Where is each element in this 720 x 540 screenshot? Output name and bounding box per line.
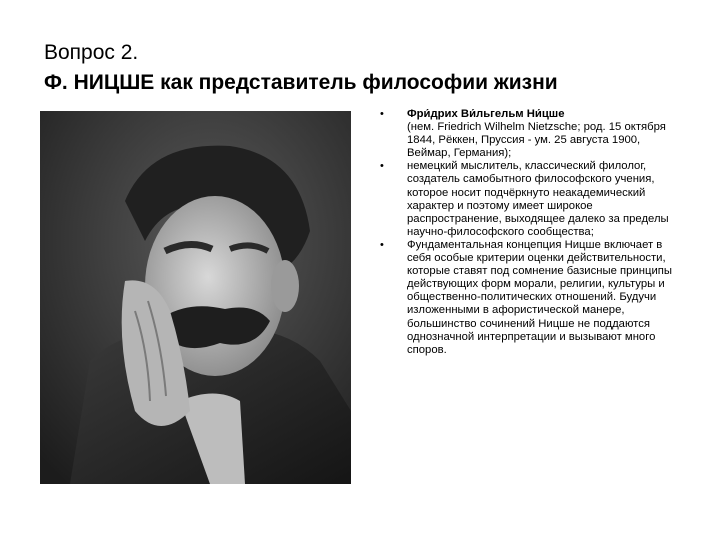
portrait-photo xyxy=(40,111,351,484)
portrait-image xyxy=(40,111,351,484)
list-item xyxy=(378,239,686,357)
bullet-text: немецкий мыслитель, классический филолог, создатель самобытного философского учения, которое носит подчёркнуто неакадемический характер и поэтому имеет широкое распространение, выходящее далеко за пределы научно-философского сообщества; xyxy=(407,160,669,238)
bullet-list xyxy=(378,108,686,357)
bullet-glyph: • xyxy=(380,108,384,120)
bullet-glyph: • xyxy=(380,238,384,251)
slide-title: Ф. НИЦШЕ как представитель философии жизни xyxy=(44,71,558,94)
list-item xyxy=(378,160,686,239)
person-name: Фри́дрих Ви́льгельм Ни́цше xyxy=(407,108,565,120)
list-item xyxy=(378,108,686,160)
slide-heading: Вопрос 2. xyxy=(44,41,139,64)
bullet-text: (нем. Friedrich Wilhelm Nietzsche; род. 15 октября 1844, Рёккен, Пруссия - ум. 25 августа 1900, Веймар, Германия); xyxy=(407,121,666,160)
bullet-glyph: • xyxy=(380,160,384,173)
bullet-text: Фундаментальная концепция Ницше включает в себя особые критерии оценки действительности, которые ставят под сомнение базисные принципы действующих форм морали, религии, культуры и общественно-политических отношений. Будучи изложенными в афористической манере, большинство сочинений Ницше не поддаются однозначной интерпретации и вызывают много споров. xyxy=(407,238,672,356)
